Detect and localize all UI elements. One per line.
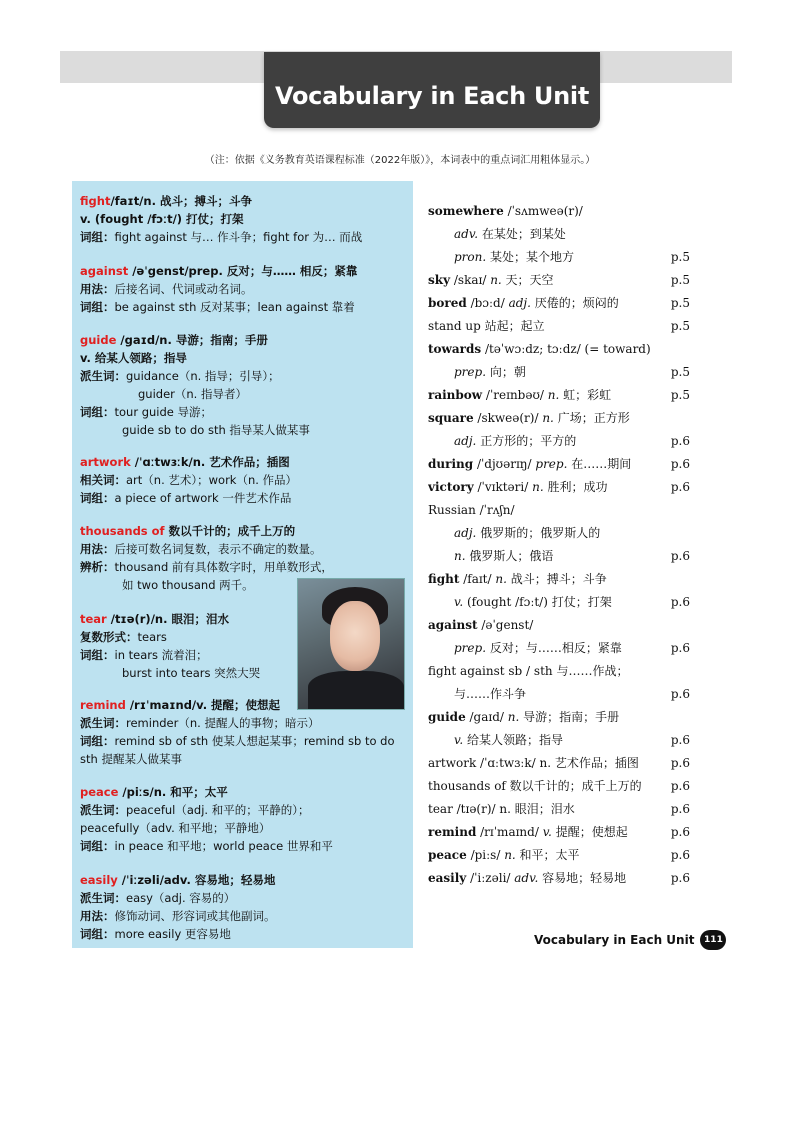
entry-fight xyxy=(80,192,407,246)
headword: artwork xyxy=(80,455,131,469)
vocab-pos: prep. xyxy=(454,365,487,379)
vocab-pos: adv. xyxy=(510,871,539,885)
vocab-def: (fought /fɔːt/) 打仗；打架 xyxy=(463,595,612,609)
vocab-pos: n. xyxy=(503,710,520,724)
vocab-rest: artwork /ˈɑːtwɜːk/ n. 艺术作品；插图 xyxy=(428,756,639,770)
vocab-row xyxy=(428,545,690,567)
vocab-row xyxy=(428,637,690,659)
vocab-entry xyxy=(454,246,654,268)
vocab-entry xyxy=(428,821,654,843)
entry-def: /faɪt/n. 战斗；搏斗；斗争 xyxy=(110,194,252,208)
vocab-row xyxy=(428,315,690,337)
vocab-row xyxy=(428,476,690,498)
vocab-hw: square xyxy=(428,411,474,425)
vocab-rest: /ˈdjʊərɪŋ/ xyxy=(473,457,532,471)
title-banner xyxy=(264,52,600,128)
vocab-def: 导游；指南；手册 xyxy=(519,710,620,724)
entry-label: 用法： xyxy=(80,909,115,923)
entry-label: 词组： xyxy=(80,734,115,748)
vocab-rest: /ˈvɪktəri/ xyxy=(473,480,529,494)
entry-text: tears xyxy=(137,630,167,644)
entry-text: a piece of artwork 一件艺术作品 xyxy=(114,491,292,505)
vocab-row xyxy=(428,522,690,544)
entry-against xyxy=(80,262,407,316)
note-text: （注：依据《义务教育英语课程标准（2022年版）》，本词表中的重点词汇用粗体显示。） xyxy=(204,155,596,166)
vocab-def: 在某处；到某处 xyxy=(478,227,566,241)
vocab-page-ref: p.5 xyxy=(670,250,690,264)
vocab-entry xyxy=(428,453,654,475)
vocab-rest: stand up 站起；起立 xyxy=(428,319,545,333)
vocab-pos: adv. xyxy=(454,227,479,241)
vocab-rest: /ˈreɪnbəʊ/ xyxy=(482,388,544,402)
vocab-row xyxy=(428,453,690,475)
entry-label: 派生词： xyxy=(80,891,126,905)
vocab-row xyxy=(428,729,690,751)
vocab-entry xyxy=(428,292,654,314)
vocab-row xyxy=(428,499,690,521)
entry-label: 词组： xyxy=(80,927,115,941)
vocab-pos: n. xyxy=(454,549,466,563)
vocab-def: 反对；与……相反；紧靠 xyxy=(486,641,622,655)
vocab-entry xyxy=(454,223,654,245)
vocab-rest: /əˈgenst/ xyxy=(477,618,534,632)
vocab-def: 某处；某个地方 xyxy=(486,250,575,264)
entry-text: 修饰动词、形容词或其他副词。 xyxy=(114,909,276,923)
vocab-def: 容易地；轻易地 xyxy=(538,871,627,885)
vocab-entry xyxy=(454,683,654,705)
vocab-row xyxy=(428,292,690,314)
entry-guide xyxy=(80,331,407,439)
entry-text: in peace 和平地；world peace 世界和平 xyxy=(114,839,333,853)
vocab-row xyxy=(428,246,690,268)
photo-shirt xyxy=(308,671,404,710)
entry-text: guidance（n. 指导；引导）； xyxy=(126,369,280,383)
vocab-pos: pron. xyxy=(454,250,487,264)
vocab-entry xyxy=(428,660,654,682)
entry-text: more easily 更容易地 xyxy=(114,927,231,941)
entry-def: /rɪˈmaɪnd/v. 提醒；使想起 xyxy=(125,698,281,712)
entry-def: 数以千计的；成千上万的 xyxy=(164,524,296,538)
headword: guide xyxy=(80,333,117,347)
vocab-row xyxy=(428,338,690,360)
vocab-def: 正方形的；平方的 xyxy=(476,434,577,448)
entry-text: peaceful（adj. 和平的；平静的）； xyxy=(126,803,310,817)
entry-text: in tears 流着泪； xyxy=(114,648,208,662)
entry-text: be against sth 反对某事；lean against 靠着 xyxy=(114,300,355,314)
vocab-row xyxy=(428,430,690,452)
vocab-pos: adj. xyxy=(504,296,531,310)
vocab-row xyxy=(428,407,690,429)
headword: peace xyxy=(80,785,119,799)
headword: remind xyxy=(80,698,126,712)
entry-label: 相关词： xyxy=(80,473,126,487)
vocab-page-ref: p.5 xyxy=(670,365,690,379)
vocab-hw: during xyxy=(428,457,474,471)
vocab-row xyxy=(428,568,690,590)
vocab-page-ref: p.6 xyxy=(670,779,690,793)
vocab-page-ref: p.6 xyxy=(670,802,690,816)
photo-face xyxy=(330,601,380,671)
vocab-def: 提醒；使想起 xyxy=(551,825,628,839)
vocab-page-ref: p.6 xyxy=(670,825,690,839)
vocab-page-ref: p.6 xyxy=(670,595,690,609)
vocab-entry xyxy=(428,269,654,291)
vocab-entry xyxy=(428,798,654,820)
entry-easily xyxy=(80,871,407,943)
entry-def: /ˈiːzəli/adv. 容易地；轻易地 xyxy=(117,873,276,887)
vocab-row xyxy=(428,706,690,728)
vocab-hw: victory xyxy=(428,480,474,494)
entry-text: 如 two thousand 两千。 xyxy=(122,578,254,592)
vocab-pos: adj. xyxy=(454,434,477,448)
vocab-entry xyxy=(428,706,654,728)
headword: tear xyxy=(80,612,107,626)
vocab-entry xyxy=(454,430,654,452)
entry-def: /piːs/n. 和平；太平 xyxy=(118,785,228,799)
vocab-def: 厌倦的；烦闷的 xyxy=(530,296,619,310)
entry-label: 辨析： xyxy=(80,560,115,574)
entry-def: v. 给某人领路；指导 xyxy=(80,351,187,365)
headword: easily xyxy=(80,873,118,887)
vocab-page-ref: p.6 xyxy=(670,457,690,471)
entry-artwork xyxy=(80,453,407,507)
vocab-hw: against xyxy=(428,618,478,632)
vocab-row xyxy=(428,821,690,843)
headword: against xyxy=(80,264,129,278)
entry-def: /gaɪd/n. 导游；指南；手册 xyxy=(116,333,268,347)
vocab-page-ref: p.6 xyxy=(670,480,690,494)
vocab-hw: remind xyxy=(428,825,477,839)
vocab-entry xyxy=(428,568,654,590)
vocab-entry xyxy=(428,844,654,866)
vocab-detail-panel xyxy=(72,181,413,948)
vocab-pos: v. xyxy=(454,733,464,747)
vocab-def: 战斗；搏斗；斗争 xyxy=(506,572,607,586)
entry-text: guide sb to do sth 指导某人做某事 xyxy=(122,423,310,437)
vocab-rest: 与……作斗争 xyxy=(454,687,527,701)
entry-peace xyxy=(80,783,407,855)
entry-label: 用法： xyxy=(80,282,115,296)
entry-label: 派生词： xyxy=(80,803,126,817)
vocab-def: 给某人领路；指导 xyxy=(463,733,563,747)
vocab-def: 虹；彩虹 xyxy=(559,388,612,402)
vocab-entry xyxy=(428,752,654,774)
vocab-row xyxy=(428,223,690,245)
entry-label: 词组： xyxy=(80,839,115,853)
entry-def: /ˈɑːtwɜːk/n. 艺术作品；插图 xyxy=(130,455,290,469)
vocab-hw: somewhere xyxy=(428,204,504,218)
vocab-pos: prep. xyxy=(531,457,568,471)
vocab-pos: prep. xyxy=(454,641,487,655)
vocab-entry xyxy=(454,637,654,659)
vocab-page-ref: p.6 xyxy=(670,434,690,448)
entry-label: 派生词： xyxy=(80,369,126,383)
vocab-rest: /gaɪd/ xyxy=(465,710,504,724)
vocab-row xyxy=(428,384,690,406)
vocab-def: 向；朝 xyxy=(486,365,526,379)
entry-text: reminder（n. 提醒人的事物；暗示） xyxy=(126,716,320,730)
entry-label: 词组： xyxy=(80,230,115,244)
vocab-pos: v. xyxy=(454,595,464,609)
entry-text: fight against 与… 作斗争；fight for 为… 而战 xyxy=(114,230,363,244)
vocab-rest: /skweə(r)/ xyxy=(473,411,539,425)
vocab-rest: fight against sb / sth 与……作战； xyxy=(428,664,629,678)
entry-def: v. (fought /fɔːt/) 打仗；打架 xyxy=(80,212,244,226)
vocab-def: 广场；正方形 xyxy=(553,411,630,425)
vocab-pos: n. xyxy=(528,480,544,494)
vocab-def: 胜利；成功 xyxy=(543,480,608,494)
entry-label: 派生词： xyxy=(80,716,126,730)
vocab-page-ref: p.6 xyxy=(670,871,690,885)
entry-text: easy（adj. 容易的） xyxy=(126,891,236,905)
entry-text: remind sb of sth 使某人想起某事；remind sb to do sth 提醒某人做某事 xyxy=(80,734,395,766)
vocab-row xyxy=(428,361,690,383)
vocab-row xyxy=(428,752,690,774)
vocab-page-ref: p.6 xyxy=(670,641,690,655)
vocab-hw: towards xyxy=(428,342,482,356)
vocab-rest: /ˈsʌmweə(r)/ xyxy=(503,204,583,218)
entry-text: thousand 前有具体数字时，用单数形式， xyxy=(114,560,333,574)
vocab-entry xyxy=(454,361,654,383)
vocab-page-ref: p.5 xyxy=(670,273,690,287)
headword: thousands of xyxy=(80,524,165,538)
vocab-rest: /faɪt/ xyxy=(459,572,492,586)
vocab-row xyxy=(428,798,690,820)
entry-label: 词组： xyxy=(80,491,115,505)
entry-tear xyxy=(80,610,293,682)
page-title: Vocabulary in Each Unit xyxy=(275,82,589,110)
vocab-entry xyxy=(428,200,654,222)
vocab-page-ref: p.6 xyxy=(670,733,690,747)
entry-label: 复数形式： xyxy=(80,630,138,644)
vocab-rest: /skaɪ/ xyxy=(450,273,487,287)
vocab-hw: rainbow xyxy=(428,388,483,402)
vocab-page-ref: p.6 xyxy=(670,756,690,770)
vocab-row xyxy=(428,844,690,866)
entry-text: peacefully（adv. 和平地；平静地） xyxy=(80,821,271,835)
vocab-pos: n. xyxy=(538,411,554,425)
vocab-row xyxy=(428,614,690,636)
vocab-rest: /piːs/ xyxy=(466,848,501,862)
vocab-rest: tear /tɪə(r)/ n. 眼泪；泪水 xyxy=(428,802,575,816)
vocab-pos: n. xyxy=(543,388,560,402)
vocab-hw: fight xyxy=(428,572,460,586)
entry-label: 词组： xyxy=(80,648,115,662)
vocab-page-ref: p.6 xyxy=(670,687,690,701)
vocab-page-ref: p.6 xyxy=(670,549,690,563)
vocab-entry xyxy=(454,729,654,751)
page-number: 111 xyxy=(700,930,726,950)
portrait-photo xyxy=(297,578,405,710)
footer-title: Vocabulary in Each Unit xyxy=(534,932,695,947)
vocab-pos: adj. xyxy=(454,526,477,540)
entry-text: art（n. 艺术）；work（n. 作品） xyxy=(126,473,298,487)
vocab-rest: thousands of 数以千计的；成千上万的 xyxy=(428,779,642,793)
vocab-def: 天；天空 xyxy=(501,273,554,287)
entry-label: 词组： xyxy=(80,405,115,419)
vocab-def: 在……期间 xyxy=(567,457,632,471)
vocab-hw: sky xyxy=(428,273,451,287)
vocab-entry xyxy=(428,499,654,521)
vocab-entry xyxy=(454,522,654,544)
vocab-row xyxy=(428,269,690,291)
entry-label: 用法： xyxy=(80,542,115,556)
entry-label: 词组： xyxy=(80,300,115,314)
entry-def: /tɪə(r)/n. 眼泪；泪水 xyxy=(106,612,229,626)
entry-text: guider（n. 指导者） xyxy=(138,387,247,401)
vocab-page-ref: p.5 xyxy=(670,319,690,333)
entry-def: /əˈgenst/prep. 反对；与…… 相反；紧靠 xyxy=(128,264,358,278)
entry-text: 后接名词、代词或动名词。 xyxy=(114,282,253,296)
vocab-def: 和平；太平 xyxy=(515,848,580,862)
vocab-hw: peace xyxy=(428,848,467,862)
vocab-page-ref: p.5 xyxy=(670,296,690,310)
vocab-entry xyxy=(428,476,654,498)
vocab-hw: bored xyxy=(428,296,467,310)
vocab-pos: n. xyxy=(500,848,516,862)
vocab-page-ref: p.5 xyxy=(670,388,690,402)
vocab-entry xyxy=(428,407,654,429)
vocab-rest: Russian /ˈrʌʃn/ xyxy=(428,503,515,517)
vocab-def: 俄罗斯人；俄语 xyxy=(465,549,554,563)
vocab-row xyxy=(428,867,690,889)
vocab-entry xyxy=(428,775,654,797)
vocab-entry xyxy=(428,867,654,889)
vocab-entry xyxy=(428,338,654,360)
vocab-entry xyxy=(454,591,654,613)
vocab-rest: /bɔːd/ xyxy=(466,296,505,310)
vocab-row xyxy=(428,660,690,682)
page-footer xyxy=(534,929,726,947)
entry-text: burst into tears 突然大哭 xyxy=(122,666,261,680)
vocab-row xyxy=(428,775,690,797)
vocab-rest: /rɪˈmaɪnd/ xyxy=(476,825,539,839)
vocab-pos: n. xyxy=(491,572,507,586)
vocab-rest: /ˈiːzəli/ xyxy=(466,871,511,885)
vocab-row xyxy=(428,683,690,705)
vocab-rest: /təˈwɔːdz; tɔːdz/ (= toward) xyxy=(481,342,651,356)
vocab-row xyxy=(428,591,690,613)
vocab-hw: guide xyxy=(428,710,466,724)
vocab-entry xyxy=(454,545,654,567)
vocab-entry xyxy=(428,614,654,636)
vocab-entry xyxy=(428,315,654,337)
vocab-entry xyxy=(428,384,654,406)
entry-text: 后接可数名词复数，表示不确定的数量。 xyxy=(114,542,322,556)
vocab-row xyxy=(428,200,690,222)
vocab-pos: n. xyxy=(486,273,502,287)
vocab-page-ref: p.6 xyxy=(670,848,690,862)
vocab-pos: v. xyxy=(538,825,552,839)
vocab-def: 俄罗斯的；俄罗斯人的 xyxy=(476,526,601,540)
entry-text: tour guide 导游； xyxy=(114,405,213,419)
headword: fight xyxy=(80,194,111,208)
vocab-hw: easily xyxy=(428,871,467,885)
